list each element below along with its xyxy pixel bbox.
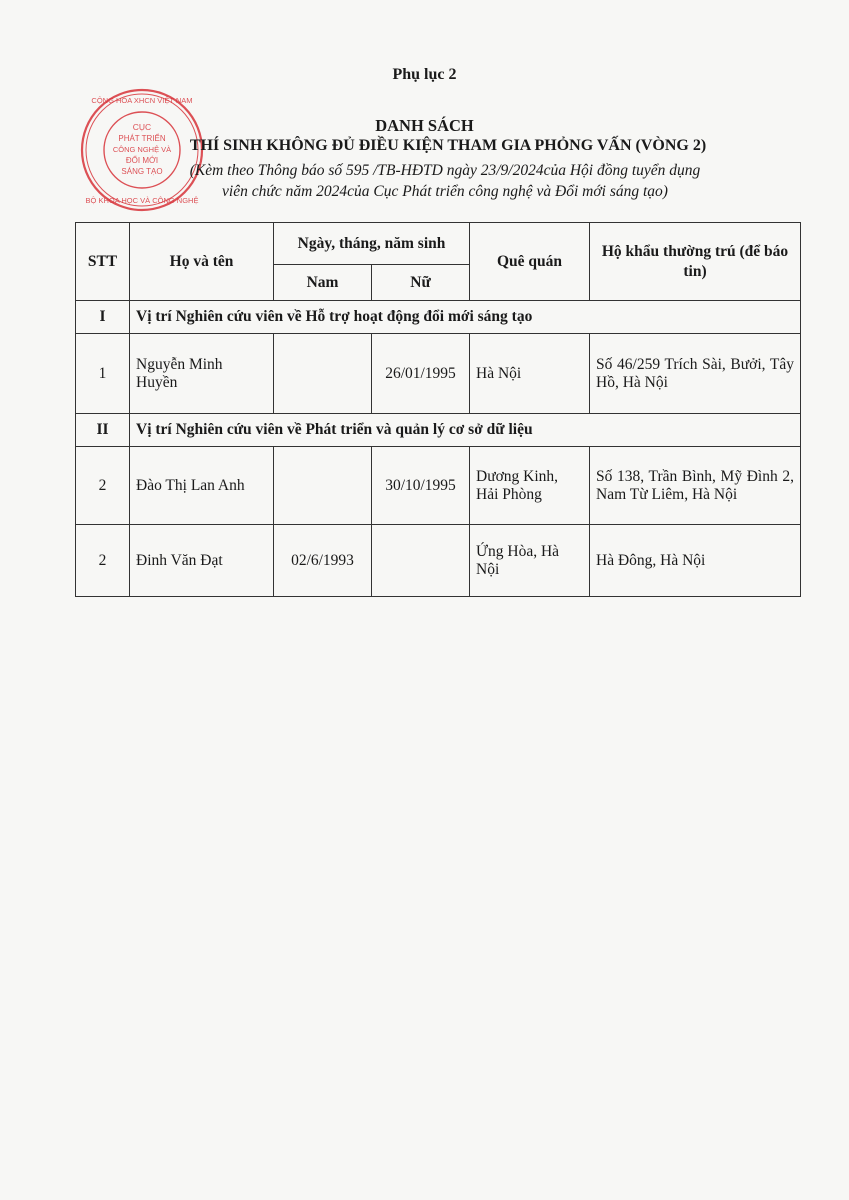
header-stt: STT [76, 223, 130, 301]
seal-line-1: CỤC [132, 122, 152, 132]
cell-residence: Hà Đông, Hà Nội [590, 525, 801, 597]
candidate-table [75, 222, 801, 597]
table-row [76, 334, 801, 414]
cell-female: 30/10/1995 [372, 447, 470, 525]
note-line-2: viên chức năm 2024của Cục Phát triển công nghệ và Đổi mới sáng tạo) [222, 183, 668, 200]
cell-stt: 2 [76, 525, 130, 597]
header-male: Nam [274, 265, 372, 301]
cell-stt: 2 [76, 447, 130, 525]
appendix-label: Phụ lục 2 [392, 66, 457, 83]
section-row [76, 414, 801, 447]
seal-line-4: ĐỔI MỚI [125, 156, 159, 165]
cell-residence: Số 46/259 Trích Sài, Bưởi, Tây Hồ, Hà Nội [590, 334, 801, 414]
seal-line-2: PHÁT TRIỂN [118, 134, 166, 143]
document-subtitle: THÍ SINH KHÔNG ĐỦ ĐIỀU KIỆN THAM GIA PHỎNG VẤN (VÒNG 2) [189, 137, 707, 154]
section-title: Vị trí Nghiên cứu viên về Hỗ trợ hoạt động đổi mới sáng tạo [130, 301, 801, 334]
section-title: Vị trí Nghiên cứu viên về Phát triển và quản lý cơ sở dữ liệu [130, 414, 801, 447]
cell-male: 02/6/1993 [274, 525, 372, 597]
table-row [76, 525, 801, 597]
cell-female: 26/01/1995 [372, 334, 470, 414]
header-dob: Ngày, tháng, năm sinh [274, 223, 470, 265]
cell-stt: 1 [76, 334, 130, 414]
header-residence: Hộ khẩu thường trú (để báo tin) [590, 223, 801, 301]
svg-text:CỘNG HÒA XHCN VIỆT NAM: CỘNG HÒA XHCN VIỆT NAM [91, 96, 193, 105]
note-line-1: (Kèm theo Thông báo số 595 /TB-HĐTD ngày 23/9/2024của Hội đồng tuyển dụng [189, 162, 701, 179]
cell-hometown: Dương Kinh, Hải Phòng [470, 447, 590, 525]
seal-line-3: CÔNG NGHỆ VÀ [112, 145, 172, 154]
header-hometown: Quê quán [470, 223, 590, 301]
cell-hometown: Ứng Hòa, Hà Nội [470, 525, 590, 597]
document-title: DANH SÁCH [375, 116, 474, 135]
table-header-row [76, 223, 801, 265]
header-female: Nữ [372, 265, 470, 301]
cell-name: Nguyễn Minh Huyền [130, 334, 274, 414]
document-note [110, 160, 780, 202]
cell-male [274, 334, 372, 414]
section-roman: I [76, 301, 130, 334]
cell-female [372, 525, 470, 597]
cell-male [274, 447, 372, 525]
cell-name: Đào Thị Lan Anh [130, 447, 274, 525]
cell-hometown: Hà Nội [470, 334, 590, 414]
cell-residence: Số 138, Trần Bình, Mỹ Đình 2, Nam Từ Liêm, Hà Nội [590, 447, 801, 525]
table-row [76, 447, 801, 525]
cell-name: Đinh Văn Đạt [130, 525, 274, 597]
section-row [76, 301, 801, 334]
seal-line-5: SÁNG TẠO [121, 167, 163, 176]
header-name: Họ và tên [130, 223, 274, 301]
svg-text:BỘ KHOA HỌC VÀ CÔNG NGHỆ: BỘ KHOA HỌC VÀ CÔNG NGHỆ [85, 196, 199, 205]
section-roman: II [76, 414, 130, 447]
